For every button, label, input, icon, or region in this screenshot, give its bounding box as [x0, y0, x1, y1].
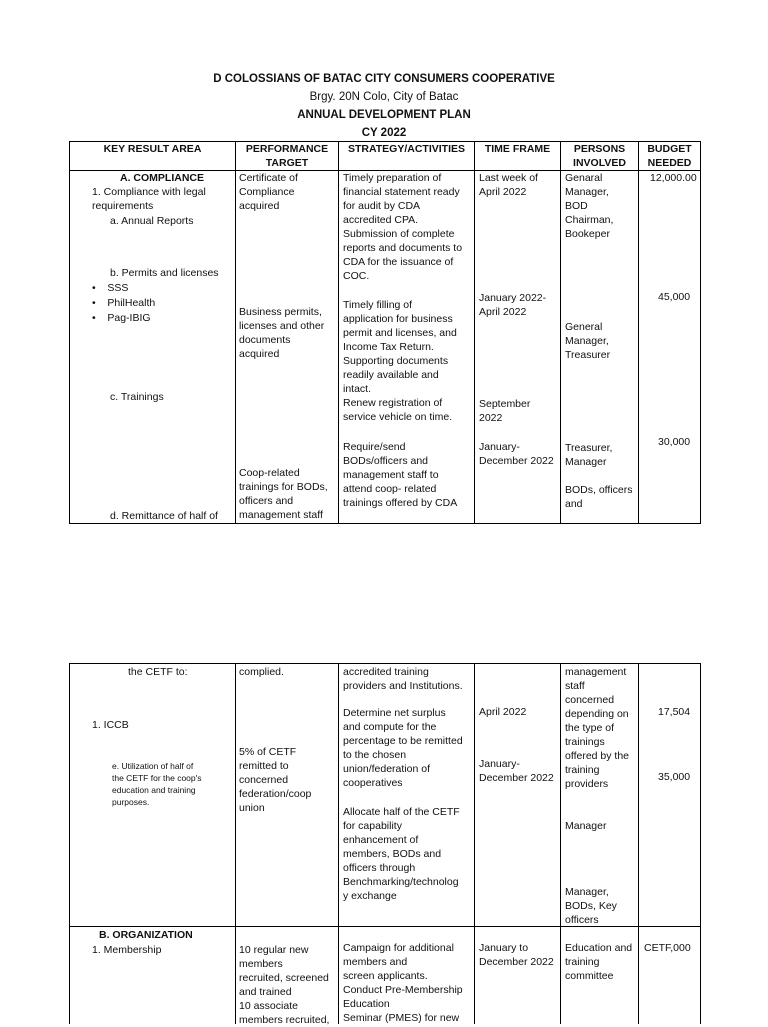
kra-sss: SSS — [107, 282, 129, 294]
budget-p2-2: 35,000 — [658, 771, 691, 783]
strategy-3: Require/send BODs/officers and management staff to attend coop- related trainings offered by CDA — [343, 441, 458, 509]
bullet-pagibig: • Pag-IBIG — [92, 312, 151, 324]
persons-4: BODs, officers and — [565, 484, 633, 510]
plan-year: CY 2022 — [361, 127, 407, 139]
target-p2-3: 10 regular new members recruited, screened and trained 10 associate members recruited, — [239, 944, 330, 1026]
kra-item-1a: a. Annual Reports — [110, 215, 194, 227]
time-p2-2: January- December 2022 — [479, 758, 554, 784]
kra-item-1b: b. Permits and licenses — [110, 267, 219, 279]
strategy-p2-1: accredited training providers and Institutions. — [343, 666, 463, 692]
target-3: Coop-related trainings for BODs, officers and management staff — [239, 467, 328, 521]
budget-p2-3: CETF,000 — [644, 942, 691, 954]
budget-3: 30,000 — [658, 436, 691, 448]
persons-p2-1: management staff concerned depending on the type of trainings offered by the training providers — [565, 666, 630, 790]
column-header-target: PERFORMANCE TARGET — [245, 143, 329, 169]
strategy-2: Timely filling of application for business permit and licenses, and Income Tax Return. Supporting documents readily available and intact. Renew registration of service vehicle on time. — [343, 299, 457, 423]
persons-p2-4: Education and training committee — [565, 942, 633, 982]
persons-p2-3: Manager, BODs, Key officers — [565, 886, 617, 926]
persons-1: Genaral Manager, BOD Chairman, Bookeper — [565, 172, 614, 240]
time-4: January- December 2022 — [479, 441, 554, 467]
kra-membership: 1. Membership — [92, 944, 162, 956]
column-header-budget: BUDGET NEEDED — [647, 143, 692, 169]
kra-cetf: the CETF to: — [128, 666, 188, 678]
kra-item-1: 1. Compliance with legal requirements — [92, 186, 206, 212]
time-p2-3: January to December 2022 — [479, 942, 554, 968]
strategy-p2-4: Campaign for additional members and screen applicants. Conduct Pre-Membership Education Seminar (PMES) for new — [343, 942, 463, 1024]
time-3: September 2022 — [479, 398, 531, 424]
strategy-p2-3: Allocate half of the CETF for capability enhancement of members, BODs and officers through Benchmarking/technolog y exchange — [343, 806, 460, 902]
kra-item-1d: d. Remittance of half of — [110, 510, 218, 522]
target-2: Business permits, licenses and other documents acquired — [239, 306, 325, 360]
plan-title: ANNUAL DEVELOPMENT PLAN — [297, 109, 471, 121]
target-p2-1: complied. — [239, 666, 284, 678]
persons-3: Treasurer, Manager — [565, 442, 613, 468]
strategy-p2-2: Determine net surplus and compute for the percentage to be remitted to the chosen union/federation of cooperatives — [343, 707, 463, 789]
target-p2-2: 5% of CETF remitted to concerned federation/coop union — [239, 746, 312, 814]
kra-item-1c: c. Trainings — [110, 391, 164, 403]
time-2: January 2022- April 2022 — [479, 292, 547, 318]
budget-2: 45,000 — [658, 291, 691, 303]
column-header-time: TIME FRAME — [484, 143, 551, 155]
column-header-persons: PERSONS INVOLVED — [573, 143, 626, 169]
strategy-1: Timely preparation of financial statement ready for audit by CDA accredited CPA. Submission of complete reports and documents to CDA for the issuance of COC. — [343, 172, 463, 282]
budget-1: 12,000.00 — [650, 172, 697, 184]
bullet-sss: • SSS — [92, 282, 129, 294]
org-name: D COLOSSIANS OF BATAC CITY CONSUMERS COOPERATIVE — [213, 73, 555, 85]
kra-philhealth: PhilHealth — [107, 297, 156, 309]
bullet-philhealth: • PhilHealth — [92, 297, 156, 309]
section-b-heading: B. ORGANIZATION — [99, 929, 193, 941]
kra-iccb: 1. ICCB — [92, 719, 129, 731]
column-header-kra: KEY RESULT AREA — [103, 143, 202, 155]
kra-pagibig: Pag-IBIG — [107, 312, 151, 324]
section-a-heading: A. COMPLIANCE — [120, 172, 204, 184]
target-1: Certificate of Compliance acquired — [239, 172, 298, 212]
time-1: Last week of April 2022 — [479, 172, 538, 198]
time-p2-1: April 2022 — [479, 706, 527, 718]
column-header-strategy: STRATEGY/ACTIVITIES — [347, 143, 466, 155]
persons-2: General Manager, Treasurer — [565, 321, 611, 361]
persons-p2-2: Manager — [565, 820, 607, 832]
kra-item-e: e. Utilization of half of the CETF for the coop's education and training purposes. — [112, 761, 202, 807]
budget-p2-1: 17,504 — [658, 706, 691, 718]
address: Brgy. 20N Colo, City of Batac — [309, 91, 459, 103]
